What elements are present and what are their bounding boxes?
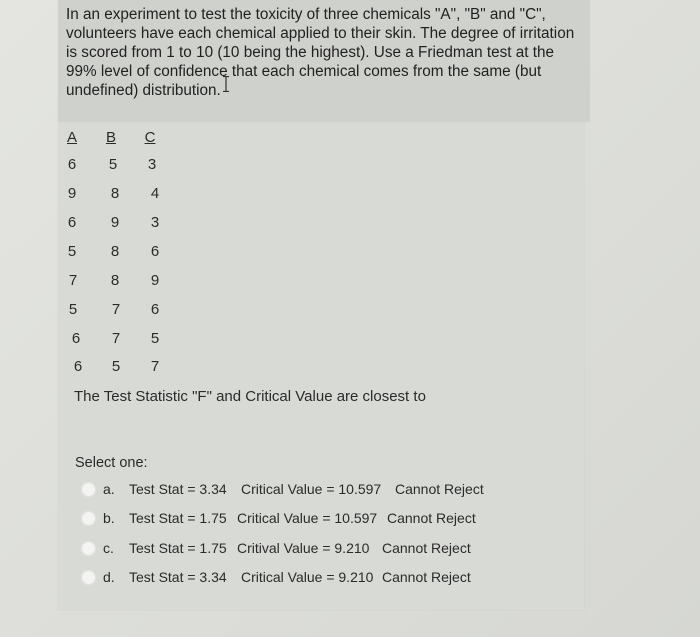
answer-option-d[interactable]: [82, 566, 471, 588]
answer-option-a[interactable]: [82, 478, 484, 500]
table-cell: 3: [147, 156, 157, 173]
option-critical-value: Critical Value = 9.210: [241, 569, 374, 585]
option-letter: c.: [103, 540, 114, 556]
table-cell: 6: [67, 214, 77, 231]
option-letter: d.: [103, 569, 115, 585]
question-statement: The Test Statistic "F" and Critical Value are closest to: [74, 388, 426, 405]
select-one-label: Select one:: [75, 455, 148, 471]
table-cell: 6: [73, 358, 83, 375]
option-critical-value: Critical Value = 10.597: [241, 481, 382, 497]
radio-button-b[interactable]: [82, 512, 95, 525]
table-cell: 3: [150, 214, 160, 231]
radio-button-a[interactable]: [82, 483, 95, 496]
table-header-b: B: [105, 129, 116, 146]
table-cell: 4: [150, 185, 160, 202]
option-critical-value: Critical Value = 10.597: [237, 510, 378, 526]
option-critical-value: Critival Value = 9.210: [237, 540, 370, 556]
table-cell: 8: [110, 272, 120, 289]
table-cell: 7: [68, 272, 78, 289]
radio-button-d[interactable]: [82, 571, 95, 584]
table-cell: 5: [67, 243, 77, 260]
table-cell: 8: [110, 243, 120, 260]
radio-button-c[interactable]: [82, 542, 95, 555]
table-cell: 5: [68, 301, 78, 318]
answer-option-c[interactable]: [82, 537, 471, 559]
option-decision: Cannot Reject: [382, 569, 471, 585]
table-cell: 5: [108, 156, 118, 173]
table-cell: 8: [110, 185, 120, 202]
text-cursor-icon: [223, 76, 229, 92]
table-header-a: A: [66, 129, 77, 146]
option-letter: a.: [103, 481, 115, 497]
table-cell: 6: [71, 330, 81, 347]
option-decision: Cannot Reject: [387, 510, 476, 526]
table-cell: 6: [150, 243, 160, 260]
option-test-stat: Test Stat = 1.75: [129, 540, 227, 556]
table-cell: 9: [67, 185, 77, 202]
table-cell: 5: [111, 358, 121, 375]
table-cell: 9: [150, 272, 160, 289]
table-cell: 5: [150, 330, 160, 347]
table-cell: 6: [150, 301, 160, 318]
option-test-stat: Test Stat = 3.34: [129, 481, 227, 497]
table-cell: 9: [110, 214, 120, 231]
option-test-stat: Test Stat = 1.75: [129, 510, 227, 526]
option-test-stat: Test Stat = 3.34: [129, 569, 227, 585]
option-letter: b.: [103, 510, 115, 526]
table-cell: 7: [111, 301, 121, 318]
answer-option-b[interactable]: [82, 507, 476, 529]
table-cell: 6: [67, 156, 77, 173]
table-cell: 7: [111, 330, 121, 347]
question-text: In an experiment to test the toxicity of three chemicals "A", "B" and "C", volunteers have each chemical applied to their skin. The degree of irritation is scored from 1 to 10 (10 being the highest). Use a Friedman test at the 99% level of confidence that each chemical comes from the same (but undefined) distribution.: [66, 6, 575, 99]
option-decision: Cannot Reject: [395, 481, 484, 497]
option-decision: Cannot Reject: [382, 540, 471, 556]
table-header-c: C: [144, 129, 156, 146]
table-cell: 7: [150, 358, 160, 375]
